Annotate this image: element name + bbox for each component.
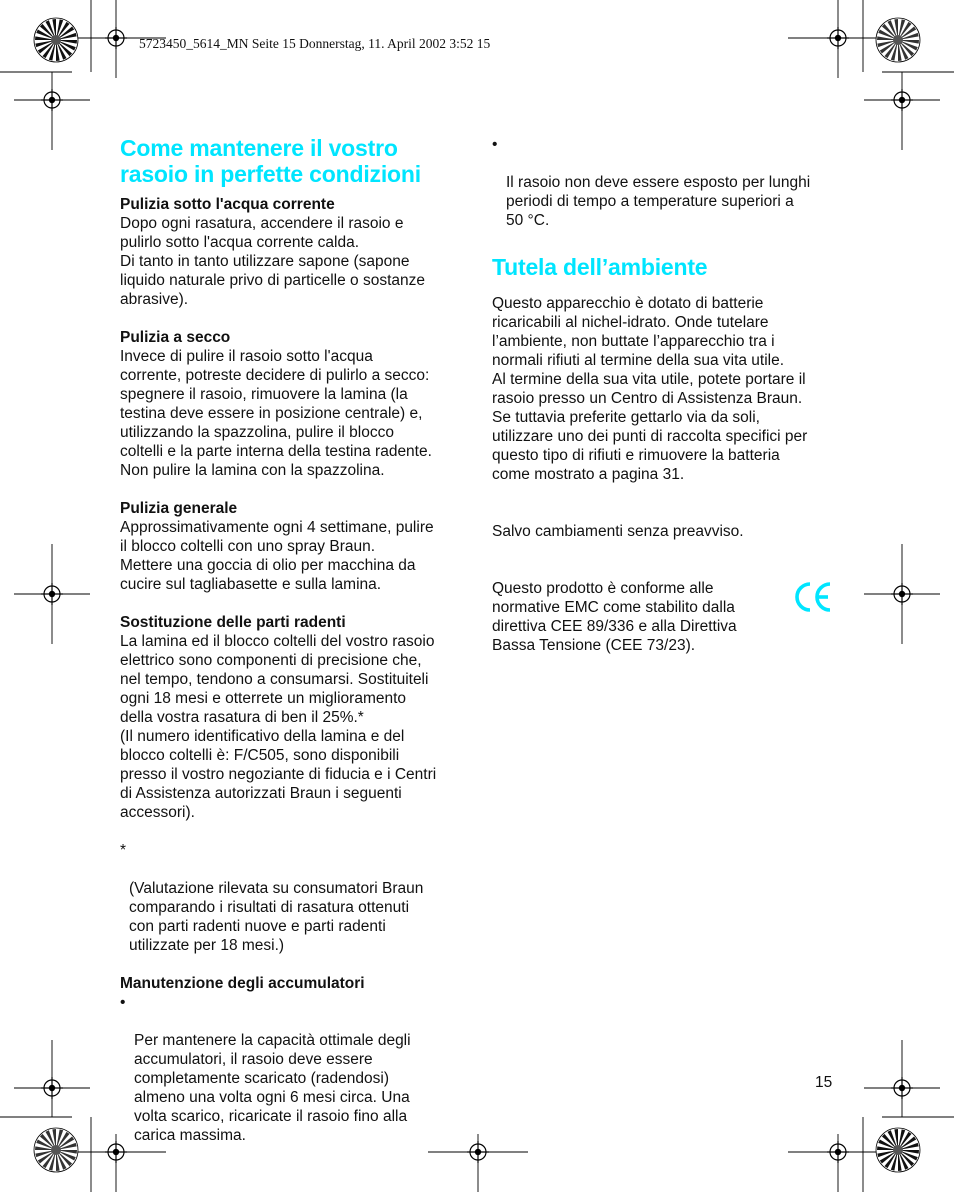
section-title: Manutenzione degli accumulatori [120,975,365,992]
section-text: La lamina ed il blocco coltelli del vostro rasoio elettrico sono componenti di precisione che, nel tempo, tendono a consumarsi. Sostituiteli ogni 18 mesi e otterrete un miglioramento della vostra rasatura di ben il 25%.* (Il numero identificativo della lamina e del blocco coltelli è: F/C505, sono disponibili presso il vostro negoziante di fiducia e i Centri di Assistenza autorizzati Braun i seguenti accessori). [120,633,437,821]
footnote-mark: * [120,842,127,859]
section-text: Dopo ogni rasatura, accendere il rasoio e pulirlo sotto l'acqua corrente calda. Di tanto in tanto utilizzare sapone (sapone liquido naturale privo di particelle o sostanze abrasive). [120,215,426,308]
conformity-block [492,579,837,655]
environment-title: Tutela dell’ambiente [492,254,708,280]
conformity-text: Questo prodotto è conforme alle normative EMC come stabilito dalla direttiva CEE 89/336 e alla Direttiva Bassa Tensione (CEE 73/23). [492,580,737,654]
section-dry-cleaning [120,328,465,480]
print-imprint: 5723450_5614_MN Seite 15 Donnerstag, 11. April 2002 3:52 15 [139,36,491,51]
bullet-text: Per mantenere la capacità ottimale degli accumulatori, il rasoio deve essere completamente scaricato (radendosi) almeno una volta ogni 6 mesi circa. Una volta scarico, ricaricate il rasoio fino alla carica massima. [134,1032,411,1144]
section-title: Sostituzione delle parti radenti [120,614,346,631]
page-title-line-2: rasoio in perfette condizioni [120,161,421,187]
section-replacement-parts [120,613,465,822]
page-title-line-1: Come mantenere il vostro [120,135,398,161]
color-wheel-icon [34,18,78,62]
section-title: Pulizia a secco [120,329,231,346]
section-text: Invece di pulire il rasoio sotto l'acqua corrente, potreste decidere di pulirlo a secco: spegnere il rasoio, rimuovere la lamina (la testina deve essere in posizione centrale) e, utilizzando la spazzolina, pulire il blocco coltelli e la parte interna della testina radente. Non pulire la lamina con la spazzolina. [120,348,432,479]
ce-mark-icon [793,579,833,615]
page-title [120,135,465,187]
section-battery-maintenance [120,974,465,1145]
page-number: 15 [815,1074,833,1091]
footnote-text: (Valutazione rilevata su consumatori Braun comparando i risultati di rasatura ottenuti con parti radenti nuove e parti radenti utilizzate per 18 mesi.) [129,880,424,954]
section-running-water [120,195,465,309]
section-title: Pulizia sotto l'acqua corrente [120,196,335,213]
bullet-item [120,993,465,1145]
bullet-dot: • [120,994,126,1011]
color-wheel-icon [34,1128,78,1172]
section-text: Approssimativamente ogni 4 settimane, pulire il blocco coltelli con uno spray Braun. Mettere una goccia di olio per macchina da cucire sul tagliabasette e sulla lamina. [120,519,434,593]
bullet-item [492,135,837,230]
section-title: Pulizia generale [120,500,238,517]
change-notice: Salvo cambiamenti senza preavviso. [492,523,744,540]
section-general-cleaning [120,499,465,594]
bullet-text: Il rasoio non deve essere esposto per lunghi periodi di tempo a temperature superiori a 50 °C. [506,174,811,229]
environment-text: Questo apparecchio è dotato di batterie ricaricabili al nichel-idrato. Onde tutelare l’ambiente, non buttate l’apparecchio tra i normali rifiuti al termine della sua vita utile. Al termine della sua vita utile, potete portare il rasoio presso un Centro di Assistenza Braun. Se tuttavia preferite gettarlo via da soli, utilizzare uno dei punti di raccolta specifici per questo tipo di rifiuti e rimuovere la batteria come mostrato a pagina 31. [492,295,808,483]
color-wheel-icon [876,18,920,62]
footnote [120,841,465,955]
color-wheel-icon [876,1128,920,1172]
left-column [120,135,465,1164]
right-column [492,135,837,655]
bullet-dot: • [492,136,498,153]
